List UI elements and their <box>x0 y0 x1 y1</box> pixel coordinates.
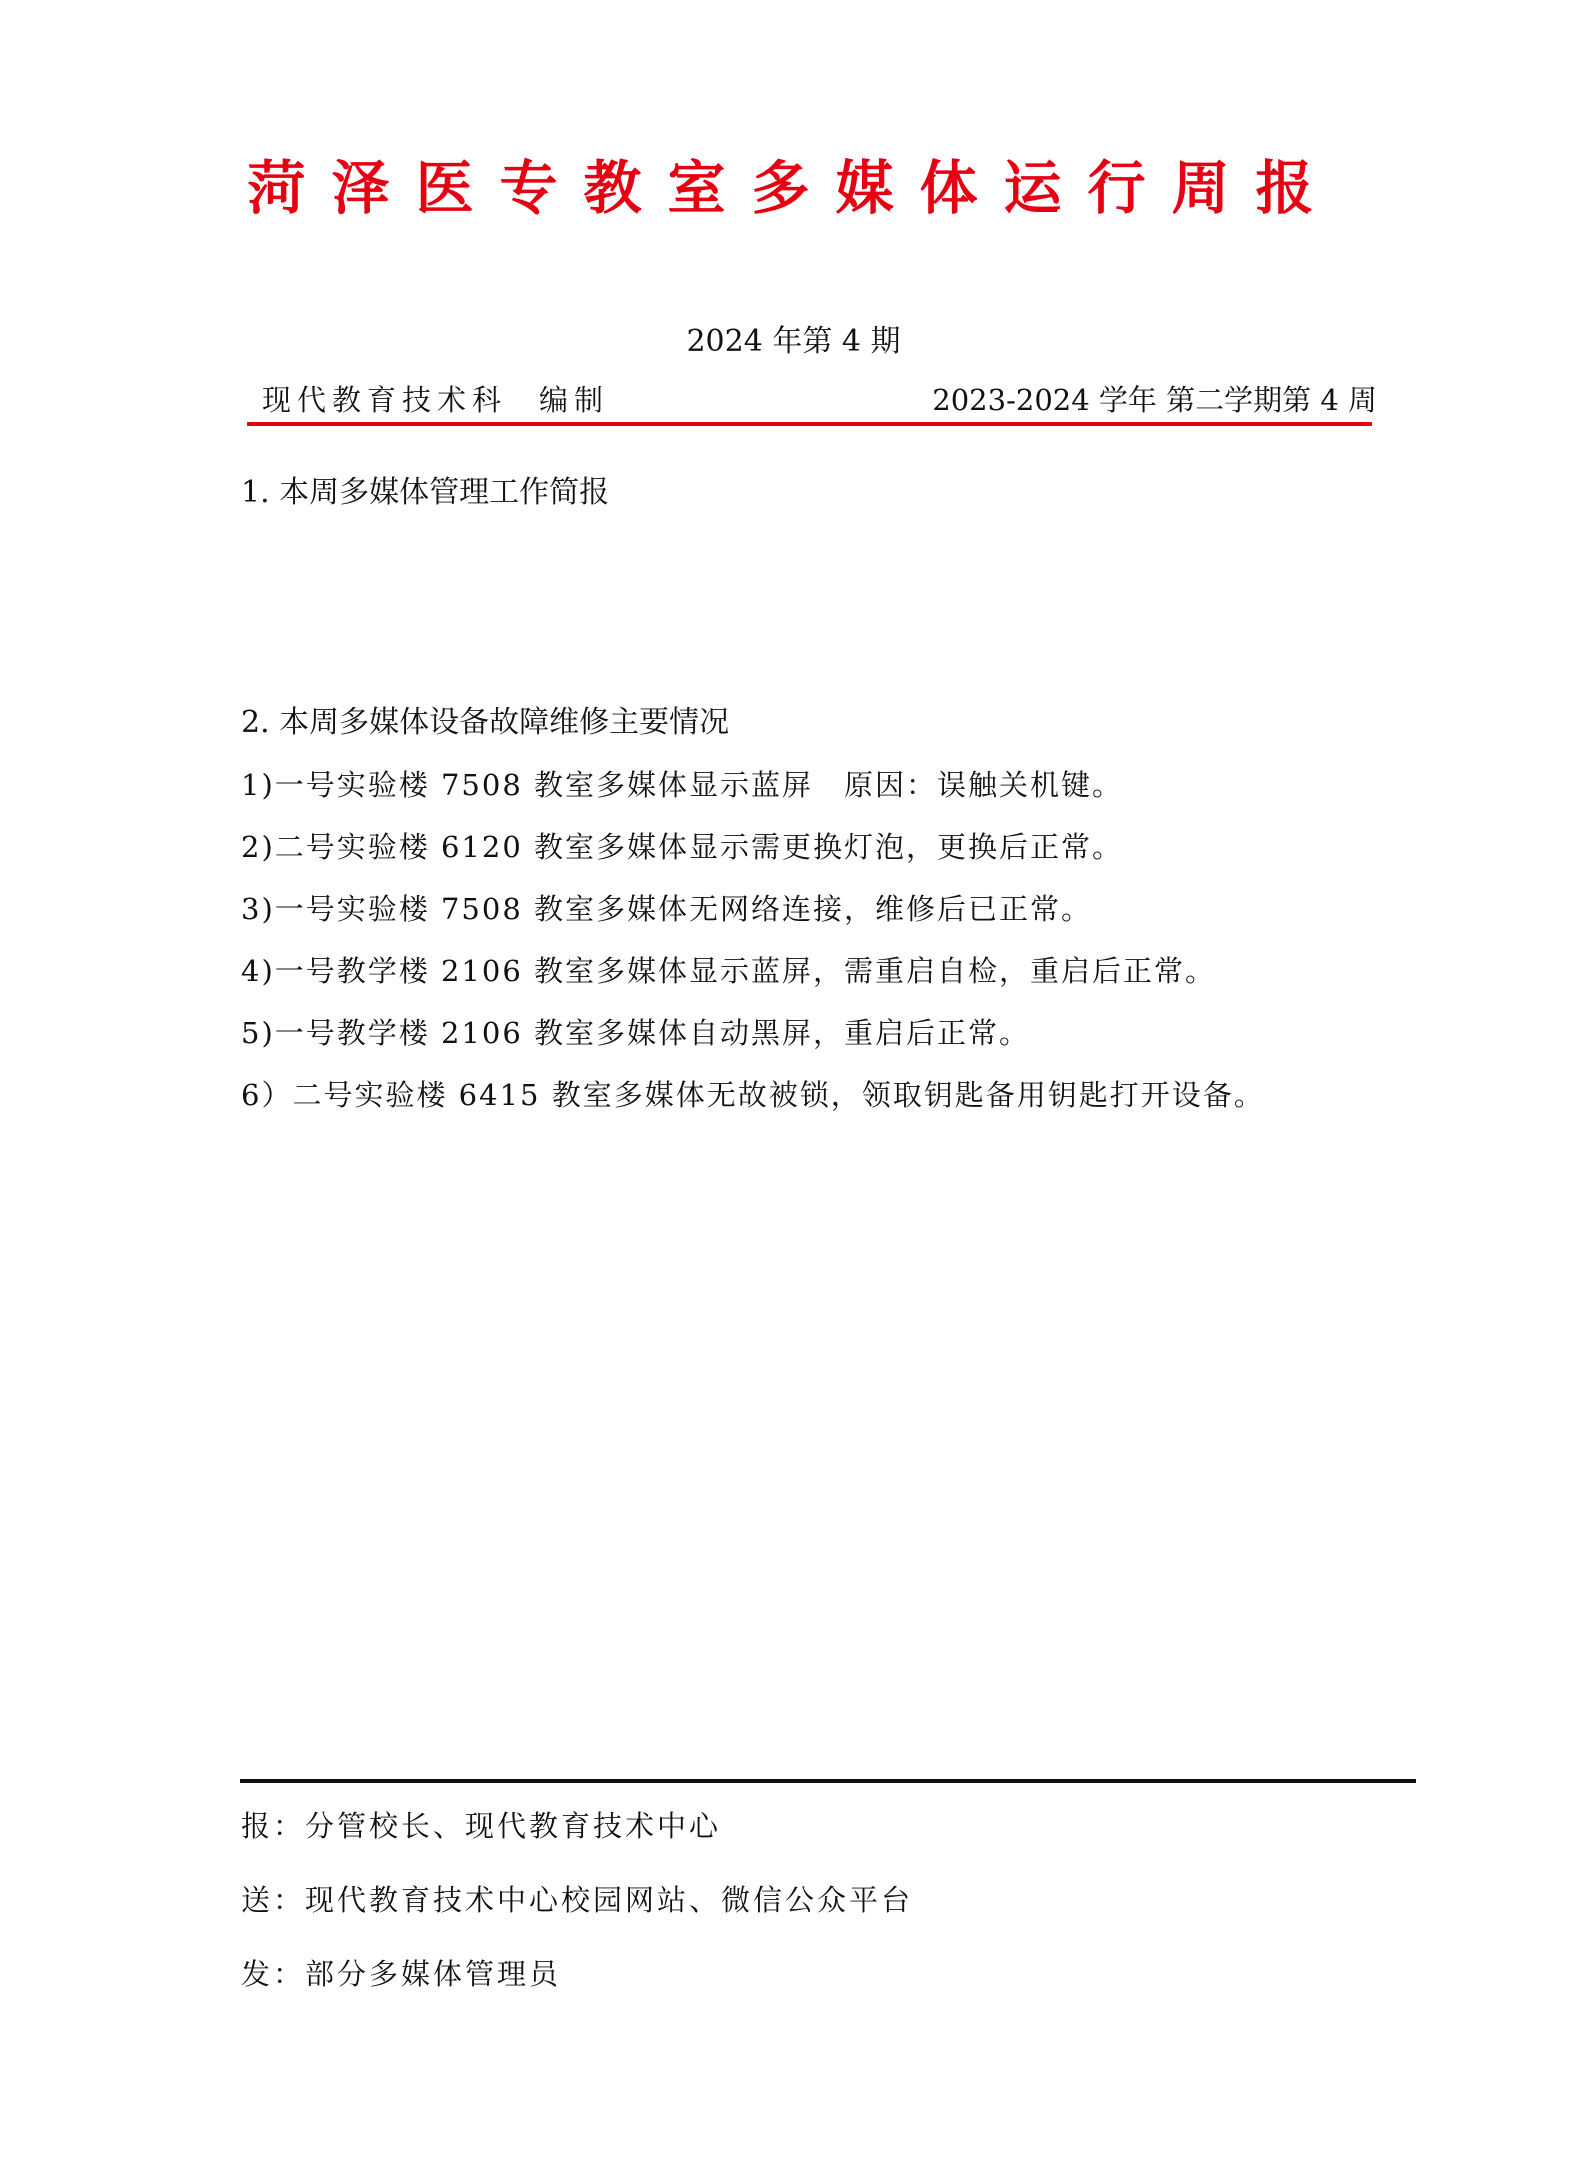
header-period: 2023-2024 学年 第二学期第 4 周 <box>932 383 1377 417</box>
repair-item: 4)一号教学楼 2106 教室多媒体显示蓝屏，需重启自检，重启后正常。 <box>241 954 1217 988</box>
footer-divider <box>240 1779 1416 1783</box>
report-to: 报：分管校长、现代教育技术中心 <box>241 1809 722 1843</box>
repair-item: 1)一号实验楼 7508 教室多媒体显示蓝屏 原因：误触关机键。 <box>241 768 1124 802</box>
section-1-heading: 1. 本周多媒体管理工作简报 <box>241 475 610 510</box>
compiled-label: 编制 <box>539 383 610 417</box>
send-to: 送：现代教育技术中心校园网站、微信公众平台 <box>241 1883 914 1917</box>
red-divider <box>247 422 1372 426</box>
repair-item: 6）二号实验楼 6415 教室多媒体无故被锁，领取钥匙备用钥匙打开设备。 <box>241 1078 1265 1112</box>
repair-item: 2)二号实验楼 6120 教室多媒体显示需更换灯泡，更换后正常。 <box>241 830 1124 864</box>
header-department <box>262 380 609 420</box>
repair-item: 5)一号教学楼 2106 教室多媒体自动黑屏，重启后正常。 <box>241 1016 1031 1050</box>
document-title: 菏泽医专教室多媒体运行周报 <box>247 154 1340 222</box>
department-name: 现代教育技术科 <box>262 383 508 417</box>
repair-item: 3)一号实验楼 7508 教室多媒体无网络连接，维修后已正常。 <box>241 892 1093 926</box>
section-2-heading: 2. 本周多媒体设备故障维修主要情况 <box>241 705 730 740</box>
issue-number: 2024 年第 4 期 <box>686 324 901 359</box>
issue-to: 发：部分多媒体管理员 <box>241 1957 562 1991</box>
